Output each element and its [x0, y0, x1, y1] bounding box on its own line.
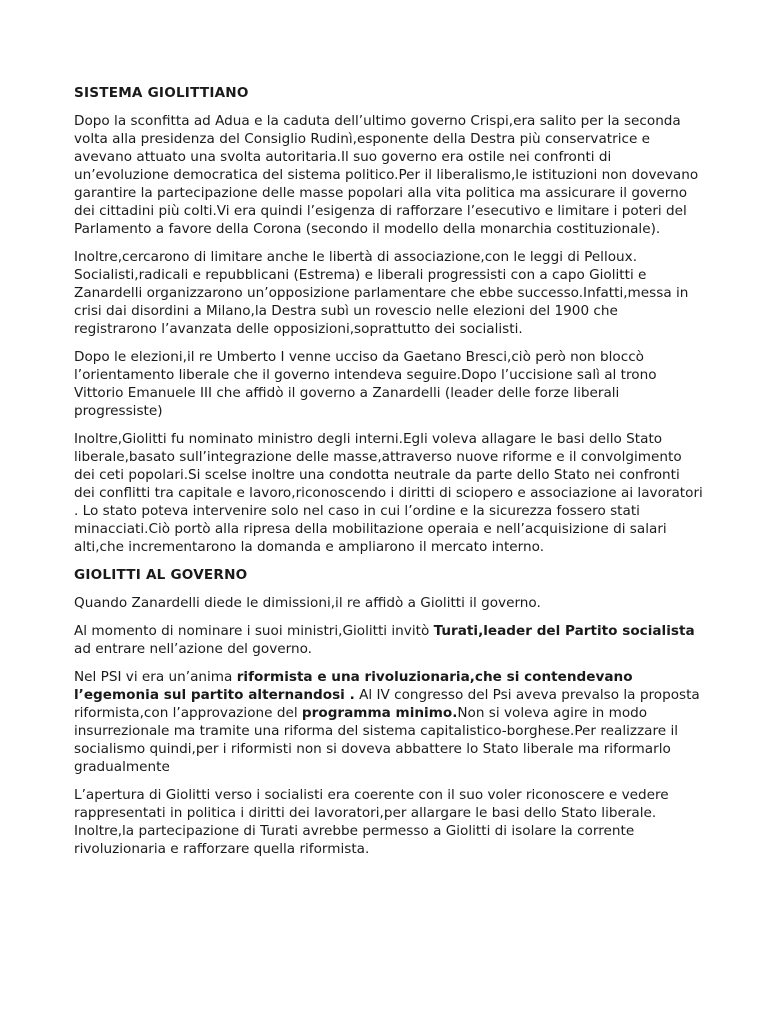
text-run: ad entrare nell’azione del governo.: [74, 641, 313, 657]
text-run: Al momento di nominare i suoi ministri,Giolitti invitò: [74, 623, 434, 639]
text-run: Nel PSI vi era un’anima: [74, 669, 237, 685]
paragraph-7: [74, 668, 704, 776]
paragraph-8: L’apertura di Giolitti verso i socialisti era coerente con il suo voler riconoscere e vedere rappresentati in politica i diritti dei lavoratori,per allargare le basi dello Stato liberale. Inoltre,la partecipazione di Turati avrebbe permesso a Giolitti di isolare la corrente rivoluzionaria e rafforzare quella riformista.: [74, 787, 669, 857]
document-page: [74, 84, 704, 868]
paragraph-3: Dopo le elezioni,il re Umberto I venne ucciso da Gaetano Bresci,ciò però non bloccò l’orientamento liberale che il governo intendeva seguire.Dopo l’uccisione salì al trono Vittorio Emanuele III che affidò il governo a Zanardelli (leader delle forze liberali progressiste): [74, 349, 657, 419]
bold-text-run: Turati,leader del Partito socialista: [433, 623, 695, 639]
paragraph-5: Quando Zanardelli diede le dimissioni,il re affidò a Giolitti il governo.: [74, 595, 541, 611]
bold-text-run: programma minimo.: [301, 705, 458, 721]
paragraph-2: Inoltre,cercarono di limitare anche le libertà di associazione,con le leggi di Pelloux. Socialisti,radicali e repubblicani (Estrema) e liberali progressisti con a capo Giolitti e Zanardelli organizzarono un’opposizione parlamentare che ebbe successo.Infatti,messa in crisi dai disordini a Milano,la Destra subì un rovescio nelle elezioni del 1900 che registrarono l’avanzata delle opposizioni,soprattutto dei socialisti.: [74, 249, 689, 337]
section-title-giolitti-al-governo: GIOLITTI AL GOVERNO: [74, 567, 248, 583]
text-run: Non si voleva agire in modo insurrezionale ma tramite una riforma del sistema capitalistico-borghese.Per realizzare il socialismo quindi,per i riformisti non si doveva abbattere lo Stato liberale ma riformarlo gradualmente: [74, 705, 678, 775]
paragraph-4: Inoltre,Giolitti fu nominato ministro degli interni.Egli voleva allagare le basi dello Stato liberale,basato sull’integrazione delle masse,attraverso nuove riforme e il convolgimento dei ceti popolari.Si scelse inoltre una condotta neutrale da parte dello Stato nei confronti dei conflitti tra capitale e lavoro,riconoscendo i diritti di sciopero e associazione ai lavoratori . Lo stato poteva intervenire solo nel caso in cui l’ordine e la sicurezza fossero stati minacciati.Ciò portò alla ripresa della mobilitazione operaia e nell’acquisizione di salari alti,che incrementarono la domanda e ampliarono il mercato interno.: [74, 431, 703, 555]
bold-text-run: riformista e una rivoluzionaria,che si contendevano l’egemonia sul partito alternandosi .: [74, 669, 633, 703]
text-run: Al IV congresso del Psi aveva prevalso la proposta riformista,con l’approvazione del: [74, 687, 700, 721]
section-title-sistema-giolittiano: SISTEMA GIOLITTIANO: [74, 85, 249, 101]
paragraph-1: Dopo la sconfitta ad Adua e la caduta dell’ultimo governo Crispi,era salito per la seconda volta alla presidenza del Consiglio Rudinì,esponente della Destra più conservatrice e avevano attuato una svolta autoritaria.Il suo governo era ostile nei confronti di un’evoluzione democratica del sistema politico.Per il liberalismo,le istituzioni non dovevano garantire la partecipazione delle masse popolari alla vita politica ma assicurare il governo dei cittadini più colti.Vi era quindi l’esigenza di rafforzare l’esecutivo e limitare i poteri del Parlamento a favore della Corona (secondo il modello della monarchia costituzionale).: [74, 113, 699, 237]
paragraph-6: [74, 622, 704, 658]
